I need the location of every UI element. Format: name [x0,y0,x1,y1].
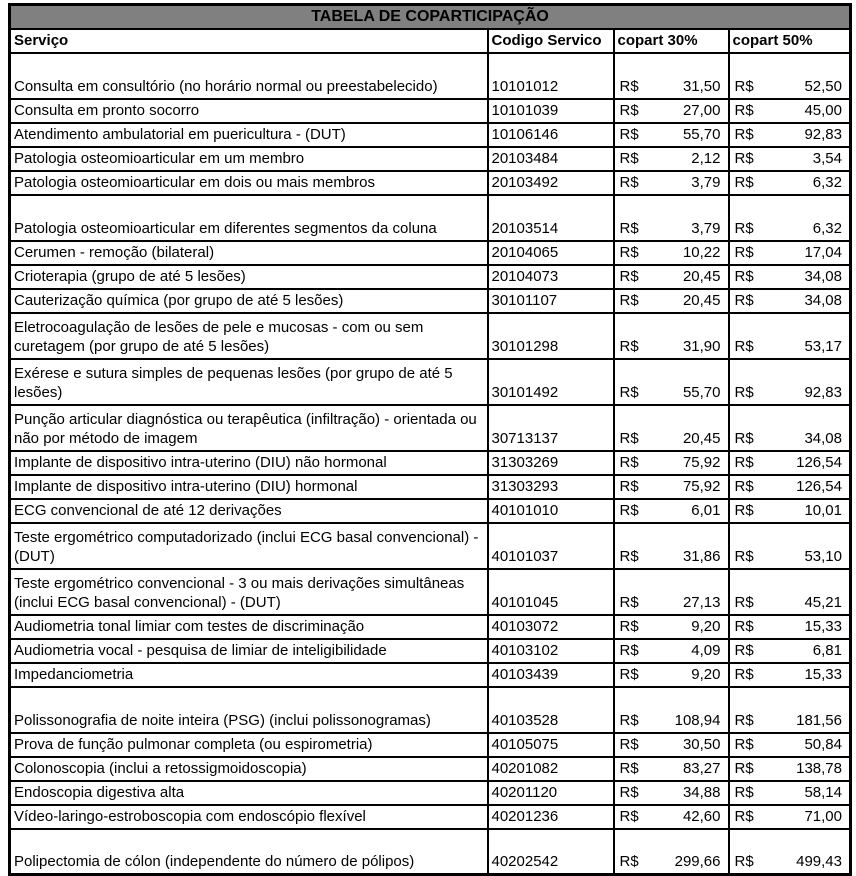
table-row [10,313,851,359]
amount: 92,83 [804,125,842,143]
currency-symbol: R$ [734,383,754,401]
table-row [10,805,851,829]
service-code: 20103514 [488,195,614,241]
copart50-value [729,359,851,405]
amount: 34,08 [804,291,842,309]
copart30-value [614,123,729,147]
copart50-value [729,195,851,241]
copart30-value [614,663,729,687]
copart30-value [614,53,729,99]
table-row [10,663,851,687]
currency-symbol: R$ [619,547,639,565]
service-code: 40103528 [488,687,614,733]
copart30-value [614,147,729,171]
amount: 108,94 [674,711,721,729]
amount: 4,09 [691,641,721,659]
currency-symbol: R$ [734,735,754,753]
currency-symbol: R$ [619,735,639,753]
table-row [10,639,851,663]
service-code: 20103492 [488,171,614,195]
amount: 52,50 [804,77,842,95]
service-code: 30101492 [488,359,614,405]
copart50-value [729,757,851,781]
currency-symbol: R$ [619,617,639,635]
column-header-copart30: copart 30% [614,29,729,53]
amount: 3,54 [812,149,842,167]
service-name: Vídeo-laringo-estroboscopia com endoscópio flexível [10,805,488,829]
amount: 31,90 [682,337,721,355]
table-row [10,195,851,241]
service-code: 40103102 [488,639,614,663]
copart30-value [614,569,729,615]
amount: 3,79 [691,173,721,191]
service-code: 40201236 [488,805,614,829]
service-code: 10101012 [488,53,614,99]
service-name: Crioterapia (grupo de até 5 lesões) [10,265,488,289]
amount: 20,45 [682,429,721,447]
column-header-copart50: copart 50% [729,29,851,53]
copart50-value [729,475,851,499]
currency-symbol: R$ [734,501,754,519]
table-row [10,147,851,171]
currency-symbol: R$ [734,101,754,119]
service-name: Exérese e sutura simples de pequenas lesões (por grupo de até 5 lesões) [10,359,488,405]
currency-symbol: R$ [619,125,639,143]
copart30-value [614,313,729,359]
copart50-value [729,615,851,639]
copart30-value [614,451,729,475]
table-row [10,733,851,757]
service-name: Eletrocoagulação de lesões de pele e mucosas - com ou sem curetagem (por grupo de até 5 lesões) [10,313,488,359]
service-name: Atendimento ambulatorial em puericultura - (DUT) [10,123,488,147]
copart30-value [614,781,729,805]
copart50-value [729,289,851,313]
table-row [10,99,851,123]
service-code: 30713137 [488,405,614,451]
table-row [10,171,851,195]
amount: 126,54 [796,477,842,495]
currency-symbol: R$ [619,267,639,285]
amount: 34,88 [682,783,721,801]
service-name: Prova de função pulmonar completa (ou espirometria) [10,733,488,757]
copart50-value [729,523,851,569]
currency-symbol: R$ [734,593,754,611]
copart50-value [729,265,851,289]
currency-symbol: R$ [619,219,639,237]
currency-symbol: R$ [734,77,754,95]
currency-symbol: R$ [734,429,754,447]
service-code: 10101039 [488,99,614,123]
amount: 45,00 [804,101,842,119]
coparticipation-table [8,3,852,876]
service-name: Colonoscopia (inclui a retossigmoidoscopia) [10,757,488,781]
amount: 31,50 [682,77,721,95]
copart50-value [729,733,851,757]
copart30-value [614,475,729,499]
column-header-code: Codigo Servico [488,29,614,53]
amount: 20,45 [682,291,721,309]
copart50-value [729,829,851,875]
table-title-row [10,5,851,29]
service-name: Patologia osteomioarticular em dois ou mais membros [10,171,488,195]
currency-symbol: R$ [619,173,639,191]
table-row [10,265,851,289]
copart30-value [614,829,729,875]
table-row [10,757,851,781]
service-code: 40103439 [488,663,614,687]
column-header-row [10,29,851,53]
amount: 83,27 [682,759,721,777]
currency-symbol: R$ [619,383,639,401]
copart30-value [614,359,729,405]
currency-symbol: R$ [734,219,754,237]
amount: 2,12 [691,149,721,167]
currency-symbol: R$ [619,593,639,611]
amount: 6,01 [691,501,721,519]
currency-symbol: R$ [619,291,639,309]
table-row [10,499,851,523]
currency-symbol: R$ [734,125,754,143]
currency-symbol: R$ [619,641,639,659]
amount: 499,43 [796,853,842,870]
copart50-value [729,805,851,829]
amount: 6,32 [812,173,842,191]
service-name: Impedanciometria [10,663,488,687]
service-name: Implante de dispositivo intra-uterino (DIU) não hormonal [10,451,488,475]
currency-symbol: R$ [619,665,639,683]
copart30-value [614,265,729,289]
table-row [10,405,851,451]
amount: 27,13 [682,593,721,611]
amount: 55,70 [682,125,721,143]
currency-symbol: R$ [734,665,754,683]
copart30-value [614,289,729,313]
service-code: 20103484 [488,147,614,171]
service-code: 20104073 [488,265,614,289]
amount: 75,92 [682,477,721,495]
currency-symbol: R$ [619,453,639,471]
service-name: Consulta em pronto socorro [10,99,488,123]
table-row [10,359,851,405]
table-body [10,53,851,875]
amount: 31,86 [682,547,721,565]
service-name: ECG convencional de até 12 derivações [10,499,488,523]
copart30-value [614,615,729,639]
currency-symbol: R$ [734,453,754,471]
amount: 75,92 [682,453,721,471]
service-name: Cerumen - remoção (bilateral) [10,241,488,265]
currency-symbol: R$ [619,337,639,355]
amount: 10,01 [804,501,842,519]
amount: 15,33 [804,617,842,635]
copart50-value [729,147,851,171]
currency-symbol: R$ [734,617,754,635]
currency-symbol: R$ [619,243,639,261]
currency-symbol: R$ [619,149,639,167]
column-header-service: Serviço [10,29,488,53]
copart30-value [614,805,729,829]
amount: 20,45 [682,267,721,285]
copart30-value [614,733,729,757]
copart50-value [729,123,851,147]
service-code: 20104065 [488,241,614,265]
amount: 299,66 [674,853,721,870]
currency-symbol: R$ [734,267,754,285]
copart50-value [729,499,851,523]
table-row [10,781,851,805]
currency-symbol: R$ [619,783,639,801]
service-code: 30101298 [488,313,614,359]
service-code: 31303269 [488,451,614,475]
currency-symbol: R$ [734,173,754,191]
amount: 92,83 [804,383,842,401]
currency-symbol: R$ [734,547,754,565]
currency-symbol: R$ [734,783,754,801]
service-name: Consulta em consultório (no horário normal ou preestabelecido) [10,53,488,99]
currency-symbol: R$ [734,641,754,659]
currency-symbol: R$ [734,807,754,825]
copart50-value [729,405,851,451]
currency-symbol: R$ [734,711,754,729]
amount: 45,21 [804,593,842,611]
amount: 71,00 [804,807,842,825]
table-row [10,615,851,639]
copart50-value [729,171,851,195]
currency-symbol: R$ [734,243,754,261]
service-name: Implante de dispositivo intra-uterino (DIU) hormonal [10,475,488,499]
copart50-value [729,99,851,123]
amount: 53,10 [804,547,842,565]
amount: 50,84 [804,735,842,753]
copart30-value [614,523,729,569]
service-code: 40201082 [488,757,614,781]
amount: 6,32 [812,219,842,237]
table-row [10,687,851,733]
service-code: 40103072 [488,615,614,639]
currency-symbol: R$ [619,853,639,870]
amount: 30,50 [682,735,721,753]
service-name: Polipectomia de cólon (independente do número de pólipos) [10,829,488,875]
copart50-value [729,451,851,475]
currency-symbol: R$ [619,77,639,95]
amount: 9,20 [691,665,721,683]
copart50-value [729,687,851,733]
copart30-value [614,241,729,265]
copart30-value [614,757,729,781]
service-name: Audiometria tonal limiar com testes de discriminação [10,615,488,639]
service-name: Cauterização química (por grupo de até 5 lesões) [10,289,488,313]
service-code: 40101010 [488,499,614,523]
table-title: TABELA DE COPARTICIPAÇÃO [10,5,851,29]
copart30-value [614,405,729,451]
amount: 55,70 [682,383,721,401]
service-code: 40201120 [488,781,614,805]
currency-symbol: R$ [734,291,754,309]
service-code: 10106146 [488,123,614,147]
service-code: 40101045 [488,569,614,615]
amount: 17,04 [804,243,842,261]
copart50-value [729,639,851,663]
service-name: Patologia osteomioarticular em um membro [10,147,488,171]
amount: 53,17 [804,337,842,355]
currency-symbol: R$ [619,101,639,119]
amount: 42,60 [682,807,721,825]
currency-symbol: R$ [619,477,639,495]
currency-symbol: R$ [734,477,754,495]
copart30-value [614,195,729,241]
currency-symbol: R$ [619,501,639,519]
table-row [10,289,851,313]
service-name: Polissonografia de noite inteira (PSG) (inclui polissonogramas) [10,687,488,733]
currency-symbol: R$ [619,711,639,729]
table-row [10,829,851,875]
copart50-value [729,313,851,359]
service-name: Patologia osteomioarticular em diferentes segmentos da coluna [10,195,488,241]
currency-symbol: R$ [734,149,754,167]
copart30-value [614,99,729,123]
amount: 3,79 [691,219,721,237]
table-row [10,451,851,475]
service-name: Teste ergométrico convencional - 3 ou mais derivações simultâneas (inclui ECG basal convencional) - (DUT) [10,569,488,615]
table-row [10,53,851,99]
service-code: 40101037 [488,523,614,569]
amount: 58,14 [804,783,842,801]
amount: 15,33 [804,665,842,683]
service-code: 30101107 [488,289,614,313]
copart30-value [614,639,729,663]
currency-symbol: R$ [619,807,639,825]
copart50-value [729,781,851,805]
table-row [10,241,851,265]
service-code: 40105075 [488,733,614,757]
service-name: Audiometria vocal - pesquisa de limiar de inteligibilidade [10,639,488,663]
copart50-value [729,53,851,99]
amount: 181,56 [796,711,842,729]
copart30-value [614,687,729,733]
table-row [10,475,851,499]
service-code: 31303293 [488,475,614,499]
amount: 6,81 [812,641,842,659]
currency-symbol: R$ [619,759,639,777]
table-row [10,123,851,147]
service-name: Teste ergométrico computadorizado (inclui ECG basal convencional) - (DUT) [10,523,488,569]
service-name: Punção articular diagnóstica ou terapêutica (infiltração) - orientada ou não por método de imagem [10,405,488,451]
table-row [10,523,851,569]
amount: 10,22 [682,243,721,261]
currency-symbol: R$ [734,853,754,870]
currency-symbol: R$ [619,429,639,447]
amount: 126,54 [796,453,842,471]
currency-symbol: R$ [734,759,754,777]
service-name: Endoscopia digestiva alta [10,781,488,805]
copart30-value [614,499,729,523]
amount: 34,08 [804,429,842,447]
copart50-value [729,663,851,687]
amount: 9,20 [691,617,721,635]
table-row [10,569,851,615]
copart50-value [729,569,851,615]
currency-symbol: R$ [734,337,754,355]
copart30-value [614,171,729,195]
amount: 138,78 [796,759,842,777]
copart50-value [729,241,851,265]
amount: 27,00 [682,101,721,119]
service-code: 40202542 [488,829,614,875]
amount: 34,08 [804,267,842,285]
